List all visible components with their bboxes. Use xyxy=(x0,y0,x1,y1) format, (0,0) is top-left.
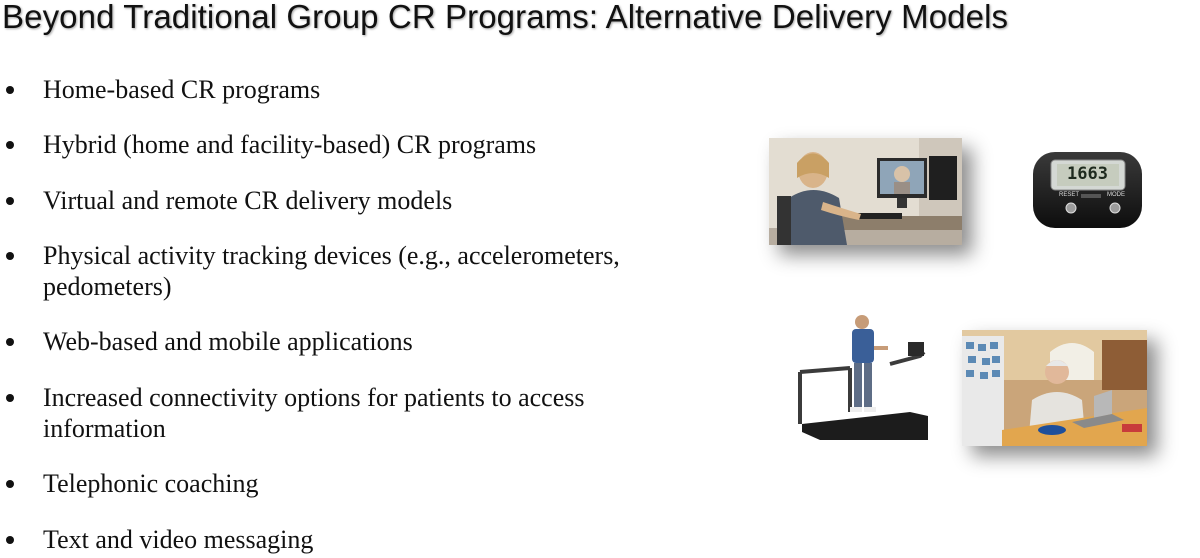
pedometer-display: 1663 xyxy=(1067,164,1108,184)
bullet-line: Web-based and mobile applications xyxy=(43,327,413,356)
video-call-illustration xyxy=(769,138,962,245)
bullet-dot-icon xyxy=(6,394,14,402)
bullet-dot-icon xyxy=(6,338,14,346)
bullet-text xyxy=(43,468,763,499)
bullet-text xyxy=(43,382,763,444)
bullet-line: Hybrid (home and facility-based) CR programs xyxy=(43,130,537,159)
bullet-dot-icon xyxy=(6,141,14,149)
bullet-text xyxy=(43,240,763,302)
bullet-line: Telephonic coaching xyxy=(43,469,259,498)
bullet-line: Home-based CR programs xyxy=(43,75,321,104)
bullet-text xyxy=(43,185,763,216)
bullet-line: Text and video messaging xyxy=(43,525,314,554)
bullet-text xyxy=(43,524,763,555)
bullet-dot-icon xyxy=(6,197,14,205)
pedometer-illustration xyxy=(1031,150,1144,230)
bullet-line: information xyxy=(43,414,166,443)
slide-title: Beyond Traditional Group CR Programs: Alternative Delivery Models xyxy=(2,0,1009,35)
bullet-dot-icon xyxy=(6,480,14,488)
home-laptop-photo xyxy=(962,330,1147,446)
video-call-photo xyxy=(769,138,962,245)
bullet-dot-icon xyxy=(6,86,14,94)
pedometer-image xyxy=(1031,150,1144,230)
pedometer-reset-label: RESET xyxy=(1059,192,1080,198)
bullet-line: Physical activity tracking devices (e.g., accelerometers, xyxy=(43,241,620,270)
bullet-dot-icon xyxy=(6,536,14,544)
bullet-text xyxy=(43,326,763,357)
bullet-dot-icon xyxy=(6,252,14,260)
treadmill-illustration xyxy=(790,312,930,442)
pedometer-mode-label: MODE xyxy=(1107,192,1125,198)
bullet-text xyxy=(43,129,763,160)
bullet-text xyxy=(43,74,763,105)
bullet-line: Increased connectivity options for patients to access xyxy=(43,383,585,412)
home-laptop-illustration xyxy=(962,330,1147,446)
bullet-line: pedometers) xyxy=(43,272,172,301)
treadmill-image xyxy=(790,312,930,442)
bullet-line: Virtual and remote CR delivery models xyxy=(43,186,453,215)
